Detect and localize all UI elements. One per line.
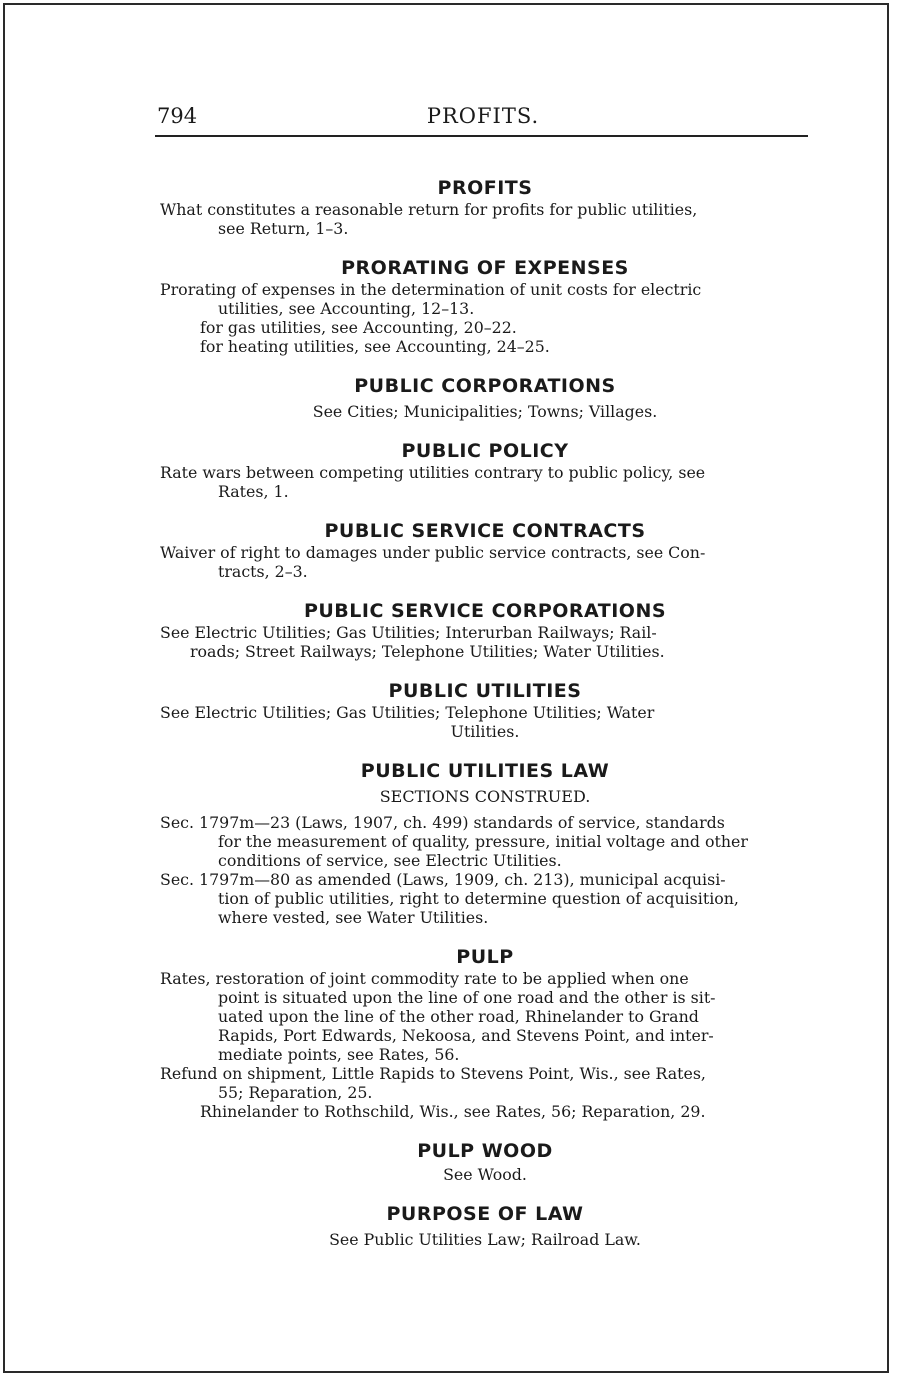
section-heading-purpose-of-law: PURPOSE OF LAW <box>386 1203 584 1225</box>
entry-line: See Electric Utilities; Gas Utilities; Telephone Utilities; Water <box>160 703 655 722</box>
section-subheading: SECTIONS CONSTRUED. <box>379 787 591 806</box>
index-entry <box>160 200 810 238</box>
index-entry <box>160 543 810 581</box>
entry-line: Rhinelander to Rothschild, Wis., see Rates, 56; Reparation, 29. <box>200 1102 706 1121</box>
index-entry <box>160 463 810 501</box>
entry-line: Rapids, Port Edwards, Nekoosa, and Stevens Point, and inter- <box>218 1026 714 1045</box>
page-number: 794 <box>157 104 198 128</box>
index-entry <box>160 623 810 661</box>
section-heading-public-service-contracts: PUBLIC SERVICE CONTRACTS <box>324 520 646 542</box>
entry-line: mediate points, see Rates, 56. <box>218 1045 460 1064</box>
section-heading-public-utilities: PUBLIC UTILITIES <box>388 680 582 702</box>
running-title: PROFITS. <box>426 104 540 128</box>
section-heading-profits: PROFITS <box>437 177 533 199</box>
section-heading-public-service-corporations: PUBLIC SERVICE CORPORATIONS <box>303 600 667 622</box>
section-heading-public-utilities-law: PUBLIC UTILITIES LAW <box>360 760 610 782</box>
entry-line: Prorating of expenses in the determination of unit costs for electric <box>160 280 702 299</box>
entry-line: utilities, see Accounting, 12–13. <box>218 299 475 318</box>
section-heading-public-policy: PUBLIC POLICY <box>401 440 569 462</box>
cross-reference: See Public Utilities Law; Railroad Law. <box>329 1230 641 1249</box>
entry-line: roads; Street Railways; Telephone Utilities; Water Utilities. <box>190 642 665 661</box>
section-heading-public-corporations: PUBLIC CORPORATIONS <box>354 375 616 397</box>
section-heading-pulp: PULP <box>456 946 514 968</box>
index-entry <box>160 280 810 356</box>
entry-line: for the measurement of quality, pressure, initial voltage and other <box>218 832 748 851</box>
entry-line: What constitutes a reasonable return for profits for public utilities, <box>160 200 698 219</box>
section-heading-pulp-wood: PULP WOOD <box>417 1140 553 1162</box>
entry-line: for heating utilities, see Accounting, 24–25. <box>200 337 550 356</box>
entry-line: 55; Reparation, 25. <box>218 1083 373 1102</box>
entry-line: Waiver of right to damages under public service contracts, see Con- <box>160 543 706 562</box>
index-entry <box>160 969 810 1121</box>
cross-reference: See Cities; Municipalities; Towns; Villages. <box>312 402 658 421</box>
entry-line: for gas utilities, see Accounting, 20–22. <box>200 318 517 337</box>
index-entry <box>160 703 810 741</box>
entry-line: Sec. 1797m—80 as amended (Laws, 1909, ch. 213), municipal acquisi- <box>160 870 726 889</box>
entry-line: Rates, 1. <box>218 482 289 501</box>
entry-line: Rates, restoration of joint commodity rate to be applied when one <box>160 969 689 988</box>
entry-line: uated upon the line of the other road, Rhinelander to Grand <box>218 1007 699 1026</box>
entry-line: point is situated upon the line of one road and the other is sit- <box>218 988 716 1007</box>
index-content <box>160 176 810 1249</box>
entry-line: Rate wars between competing utilities contrary to public policy, see <box>160 463 706 482</box>
running-head <box>157 104 809 134</box>
entry-line: See Electric Utilities; Gas Utilities; Interurban Railways; Rail- <box>160 623 657 642</box>
section-heading-prorating-of-expenses: PRORATING OF EXPENSES <box>341 257 629 279</box>
entry-line: Utilities. <box>450 722 520 741</box>
entry-line: where vested, see Water Utilities. <box>218 908 489 927</box>
entry-line: see Return, 1–3. <box>218 219 349 238</box>
entry-line: conditions of service, see Electric Utilities. <box>218 851 562 870</box>
entry-line: Sec. 1797m—23 (Laws, 1907, ch. 499) standards of service, standards <box>160 813 725 832</box>
index-entry <box>160 813 810 927</box>
header-rule <box>155 135 808 137</box>
entry-line: Refund on shipment, Little Rapids to Stevens Point, Wis., see Rates, <box>160 1064 706 1083</box>
entry-line: tion of public utilities, right to determine question of acquisition, <box>218 889 739 908</box>
cross-reference: See Wood. <box>443 1165 527 1184</box>
entry-line: tracts, 2–3. <box>218 562 308 581</box>
